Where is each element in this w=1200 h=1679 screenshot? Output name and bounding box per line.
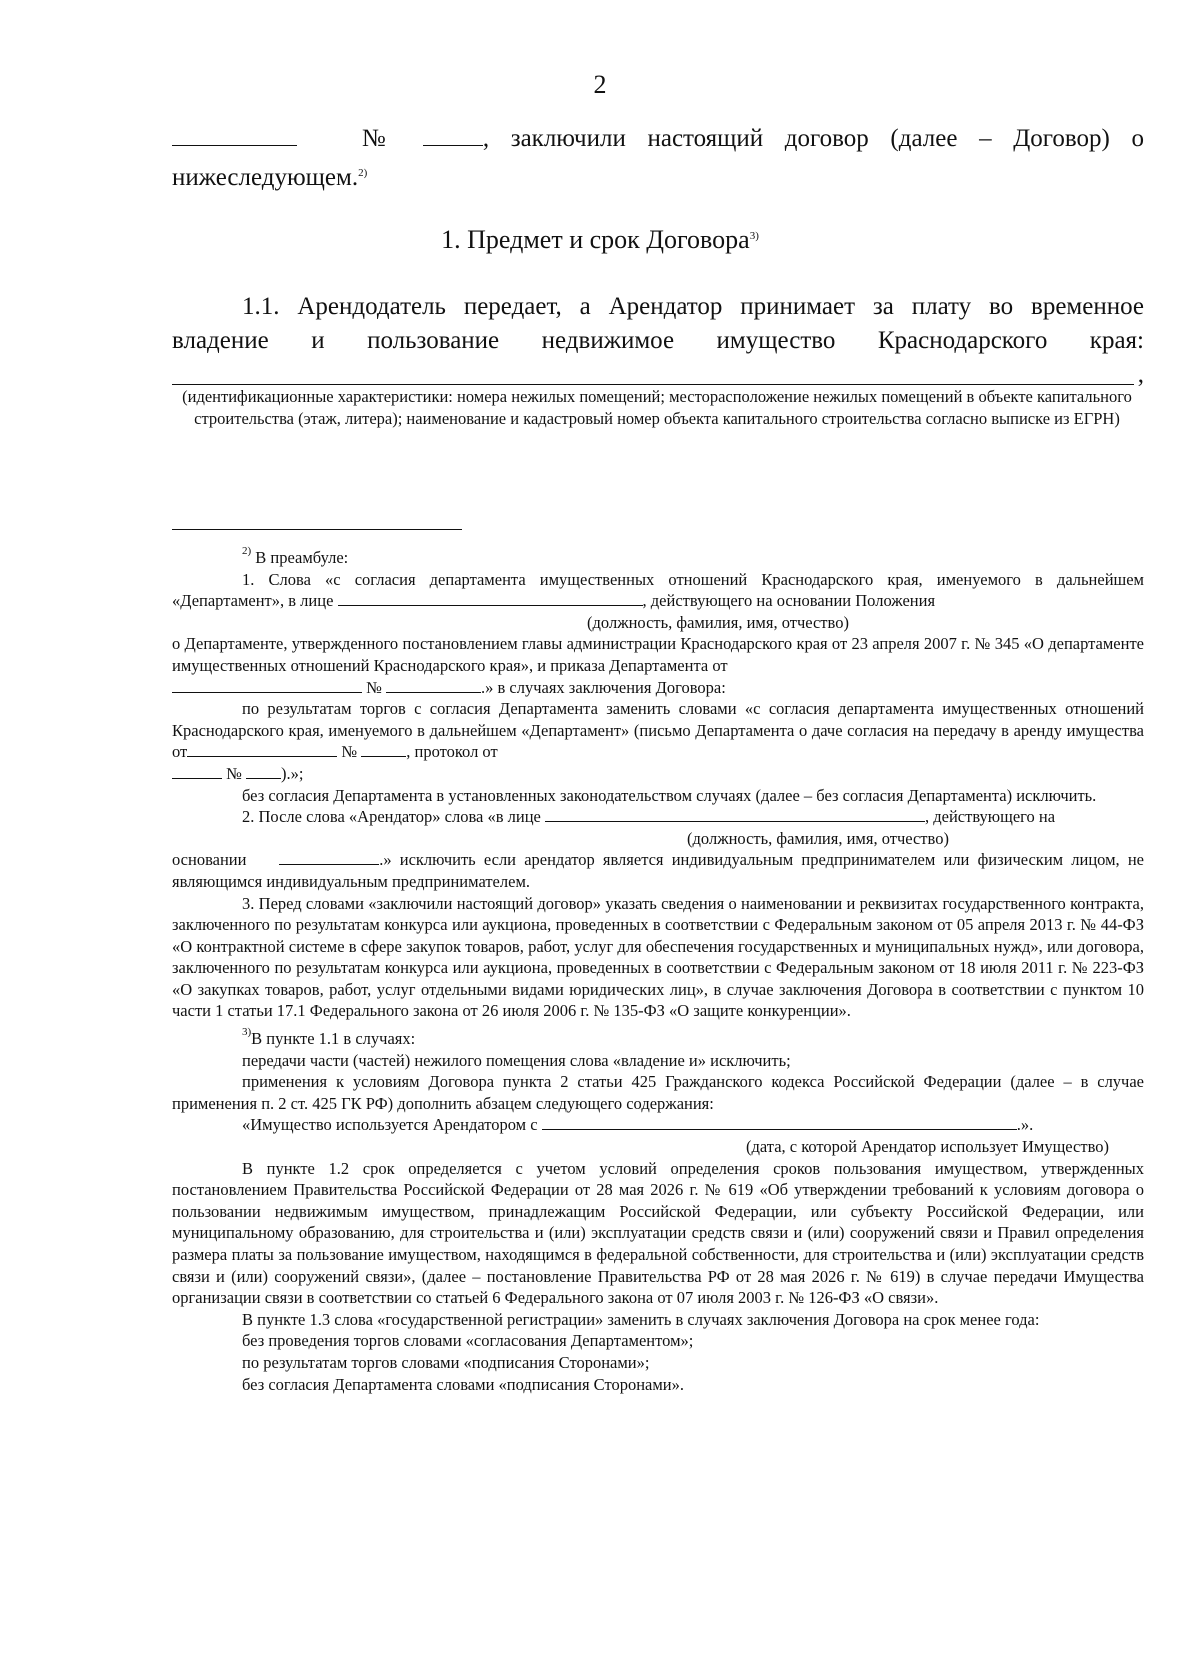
blank-line — [172, 764, 222, 779]
blank-line — [246, 764, 281, 779]
clause-1-1 — [172, 290, 1144, 392]
blank-line — [172, 678, 362, 693]
blank-line — [542, 1115, 1017, 1130]
identification-caption: (идентификационные характеристики: номера нежилых помещений; месторасположение нежилых помещений в объекте капитального строительства (этаж, литера); наименование и кадастровый номер объекта капитального строительства согласно выписке из ЕГРН) — [182, 387, 1132, 428]
intro-paragraph — [172, 122, 1144, 195]
blank-line — [386, 678, 481, 693]
footnote-2-item-2-cont: основании .» исключить если арендатор является индивидуальным предпринимателем или физическим лицом, не являющимся индивидуальным предпринимателем. — [172, 850, 1145, 891]
blank-line — [172, 123, 297, 146]
clause-line-1: 1.1. Арендодатель передает, а Арендатор принимает за плату во временное — [242, 293, 1144, 320]
footnote-3-clause-1-3-b: по результатам торгов словами «подписания Сторонами»; — [242, 1352, 650, 1372]
blank-line — [545, 807, 925, 822]
footnote-2-title: $^{2)}$ В преамбуле: — [242, 545, 349, 567]
number-sign: № — [361, 125, 402, 152]
intro-line-1 — [172, 122, 1144, 156]
blank-line — [423, 123, 483, 146]
footnote-3-clause-1-3-c: без согласия Департамента словами «подписания Сторонами». — [242, 1374, 684, 1394]
caption: (должность, фамилия, имя, отчество) — [587, 612, 849, 632]
page-number: 2 — [593, 70, 607, 99]
footnotes — [172, 541, 1144, 1395]
footnote-2-item-1-end: № .» в случаях заключения Договора: — [172, 677, 1144, 699]
footnote-3-title: $^{3)}$В пункте 1.1 в случаях: — [242, 1026, 416, 1049]
footnote-3-clause-1-3-a: без проведения торгов словами «согласования Департаментом»; — [242, 1331, 694, 1351]
footnote-2-item-2: 2. После слова «Арендатор» слова «в лице , действующего на — [242, 807, 1056, 827]
footnote-2-item-1-cont: о Департаменте, утвержденного постановлением главы администрации Краснодарского края от 23 апреля 2007 г. № 345 «О департаменте имущественных отношений Краснодарского края», и приказа Департамента от — [172, 634, 1144, 675]
footnote-3-clause-1-3: В пункте 1.3 слова «государственной регистрации» заменить в случаях заключения Договора на срок менее года: — [242, 1309, 1040, 1329]
caption: (дата, с которой Арендатор использует Имущество) — [746, 1137, 1109, 1157]
blank-line — [187, 742, 337, 757]
footnote-ref: 3) — [749, 230, 759, 242]
blank-line — [279, 850, 379, 865]
footnote-2-item-1: 1. Слова «с согласия департамента имущественных отношений Краснодарского края, именуемого в дальнейшем «Департамент», в лице , действующего на основании Положения — [172, 569, 1144, 611]
footnote-2-bez: без согласия Департамента в установленных законодательством случаях (далее – без согласия Департамента) исключить. — [242, 785, 1097, 805]
footnote-3-b: применения к условиям Договора пункта 2 статьи 425 Гражданского кодекса Российской Федерации (далее – в случае применения п. 2 ст. 425 ГК РФ) дополнить абзацем следующего содержания: — [172, 1072, 1144, 1113]
comma: , — [1137, 361, 1144, 388]
clause-line-2: владение и пользование недвижимое имущество Краснодарского края: — [172, 327, 1144, 354]
footnote-separator — [172, 529, 462, 530]
blank-line — [338, 591, 643, 606]
footnote-ref: 2) — [358, 167, 368, 179]
footnote-3-a: передачи части (частей) нежилого помещения слова «владение и» исключить; — [242, 1050, 791, 1070]
blank-line — [172, 362, 1134, 385]
caption: (должность, фамилия, имя, отчество) — [687, 828, 949, 848]
footnote-2-torgi-end: № ).»; — [172, 763, 1144, 785]
intro-text: , заключили настоящий договор (далее – Договор) о — [482, 125, 1145, 152]
blank-line — [361, 742, 406, 757]
footnote-2-item-3: 3. Перед словами «заключили настоящий договор» указать сведения о наименовании и реквизитах государственного контракта, заключенного по результатам конкурса или аукциона, проведенных в соответствии с Федеральным законом от 05 апреля 2013 г. № 44-ФЗ «О контрактной системе в сфере закупок товаров, работ, услуг для обеспечения государственных и муниципальных нужд», или договора, заключенного по результатам конкурса или аукциона, проведенных в соответствии с Федеральным законом от 18 июля 2011 г. № 223-ФЗ «О закупках товаров, работ, услуг отдельными видами юридических лиц», в случае заключения Договора в соответствии с пунктом 10 части 1 статьи 17.1 Федерального закона от 26 июля 2006 г. № 135-ФЗ «О защите конкуренции». — [172, 893, 1144, 1021]
footnote-3-clause-1-2: В пункте 1.2 срок определяется с учетом условий определения сроков пользования имуществом, утвержденных постановлением Правительства Российской Федерации от 28 мая 2026 г. № 619 «Об утверждении требований к условиям договора о пользовании недвижимым имуществом, принадлежащим Российской Федерации, или субъекту Российской Федерации, или муниципальному образованию, для строительства и (или) эксплуатации средств связи и (или) сооружений связи и Правил определения размера платы за пользование имуществом, находящимся в федеральной собственности, для строительства и (или) эксплуатации средств связи и (или) сооружений связи», (далее – постановление Правительства РФ от 28 мая 2026 г. № 619) в случае передачи Имущества организации связи в соответствии со статьей 6 Федерального закона от 07 июля 2003 г. № 126-ФЗ «О связи». — [172, 1158, 1144, 1308]
footnote-2-torgi: по результатам торгов с согласия Департамента заменить словами «с согласия департамента имущественных отношений Краснодарского края, именуемого в дальнейшем «Департамент» (письмо Департамента о даче согласия на передачу в аренду имущества от № , протокол от — [172, 699, 1144, 762]
footnote-3-c: «Имущество используется Арендатором с .». — [242, 1115, 1034, 1135]
section-title: 1. Предмет и срок Договора$^{3)}$ — [441, 225, 759, 254]
intro-line-2: нижеследующем.$^{2)}$ — [172, 164, 368, 191]
